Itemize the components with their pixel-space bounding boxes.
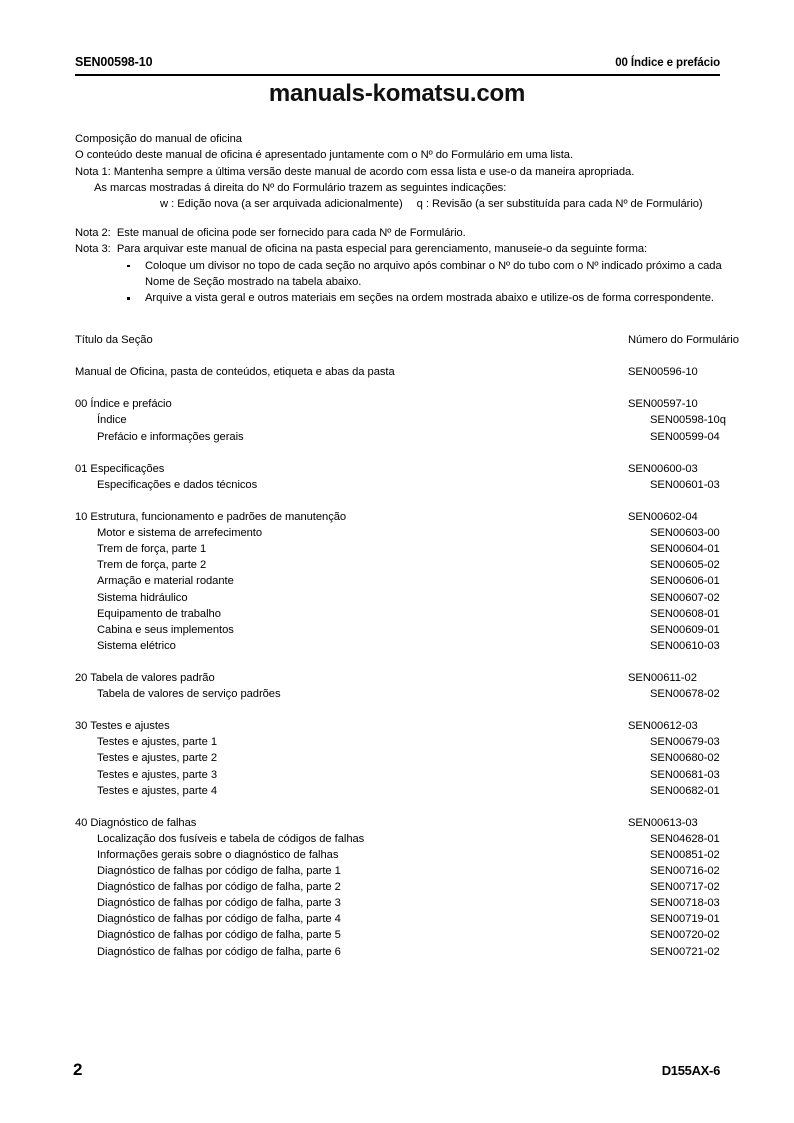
column-header-form-number: Número do Formulário xyxy=(628,334,739,346)
table-body xyxy=(75,348,726,960)
table-row-spacer xyxy=(75,348,720,364)
form-number: SEN00607-02 xyxy=(650,591,720,604)
form-number: SEN00716-02 xyxy=(650,865,720,878)
header-divider xyxy=(75,74,720,76)
section-title: 20 Tabela de valores padrão xyxy=(75,671,215,684)
form-number: SEN00609-01 xyxy=(650,623,720,636)
section-title: Testes e ajustes, parte 4 xyxy=(97,784,218,797)
note-1-line: Nota 1: Mantenha sempre a última versão deste manual de acordo com essa lista e use-o da maneira apropriada. xyxy=(75,165,635,178)
note-3-row xyxy=(75,241,723,257)
table-row xyxy=(75,927,720,943)
table-header-row xyxy=(75,332,739,348)
note-3-label: Nota 3: xyxy=(75,243,111,256)
table-row xyxy=(75,461,720,477)
section-title: 30 Testes e ajustes xyxy=(75,720,170,733)
note-2-row xyxy=(75,225,723,241)
bullet-text: Coloque um divisor no topo de cada seção no arquivo após combinar o Nº do tubo com o Nº indicado próximo a cada Nome de Seção mostrado na tabela abaixo. xyxy=(145,259,722,288)
table-row xyxy=(75,541,720,557)
form-number: SEN00610-03 xyxy=(650,639,720,652)
form-number: SEN00601-03 xyxy=(650,478,720,491)
note-2-text: Este manual de oficina pode ser fornecido para cada Nº de Formulário. xyxy=(116,227,466,239)
form-number: SEN00603-00 xyxy=(650,527,720,540)
table-row xyxy=(75,396,720,412)
table-row xyxy=(75,509,720,525)
form-number: SEN00598-10q xyxy=(650,414,726,427)
watermark-text: manuals-komatsu.com xyxy=(268,80,526,107)
table-row-spacer xyxy=(75,702,720,718)
table-row xyxy=(75,911,720,927)
table-row xyxy=(75,750,720,766)
table-row xyxy=(75,412,726,428)
section-title: Testes e ajustes, parte 3 xyxy=(97,768,218,781)
page-header xyxy=(75,55,720,69)
section-table xyxy=(75,332,739,960)
section-title: Sistema elétrico xyxy=(97,639,176,652)
note-3-text: Para arquivar este manual de oficina na pasta especial para gerenciamento, manuseie-o da seguinte forma: xyxy=(116,243,648,256)
table-row xyxy=(75,767,720,783)
intro-block xyxy=(75,131,723,212)
table-row xyxy=(75,879,720,895)
form-number: SEN00717-02 xyxy=(650,881,720,894)
table-row xyxy=(75,606,720,622)
table-row xyxy=(75,557,720,573)
section-title: Trem de força, parte 1 xyxy=(97,543,207,556)
form-number: SEN00679-03 xyxy=(650,736,720,749)
section-title: 01 Especificações xyxy=(75,462,165,475)
form-number: SEN00608-01 xyxy=(650,607,720,620)
table-row xyxy=(75,847,720,863)
section-title: Armação e material rodante xyxy=(97,575,234,588)
table-row xyxy=(75,622,720,638)
section-title: Testes e ajustes, parte 1 xyxy=(97,736,218,749)
header-section-title: 00 Índice e prefácio xyxy=(615,57,720,69)
mark-revision-label: q : Revisão (a ser substituída para cada Nº de Formulário) xyxy=(416,198,703,211)
table-row xyxy=(75,734,720,750)
form-number: SEN00678-02 xyxy=(650,688,720,701)
section-title: Diagnóstico de falhas por código de falha, parte 3 xyxy=(97,897,341,910)
page-footer xyxy=(73,1060,720,1080)
form-number: SEN00611-02 xyxy=(628,671,697,684)
section-title: Testes e ajustes, parte 2 xyxy=(97,752,218,765)
table-row xyxy=(75,718,720,734)
section-title: Diagnóstico de falhas por código de falha, parte 4 xyxy=(97,913,341,926)
section-title: Manual de Oficina, pasta de conteúdos, etiqueta e abas da pasta xyxy=(75,366,395,379)
section-title: Equipamento de trabalho xyxy=(97,607,221,620)
table-row xyxy=(75,944,720,960)
form-number: SEN00682-01 xyxy=(650,784,720,797)
form-number: SEN00605-02 xyxy=(650,559,720,572)
table-row xyxy=(75,573,720,589)
section-title: Tabela de valores de serviço padrões xyxy=(97,688,281,701)
table-row xyxy=(75,364,720,380)
intro-line-contents: O conteúdo deste manual de oficina é apresentado juntamente com o Nº do Formulário em uma lista. xyxy=(75,149,574,162)
list-item xyxy=(75,258,723,291)
bullet-icon xyxy=(127,265,130,268)
note-2-label: Nota 2: xyxy=(75,227,111,239)
form-number: SEN00597-10 xyxy=(628,398,698,411)
table-row xyxy=(75,863,720,879)
form-number: SEN00599-04 xyxy=(650,430,720,443)
section-title: Trem de força, parte 2 xyxy=(97,559,207,572)
table-row-spacer xyxy=(75,445,720,461)
section-title: 00 Índice e prefácio xyxy=(75,398,172,411)
form-number: SEN00604-01 xyxy=(650,543,720,556)
form-number: SEN00602-04 xyxy=(628,511,698,524)
machine-model-label: D155AX-6 xyxy=(661,1063,720,1078)
table-row xyxy=(75,429,720,445)
list-item xyxy=(75,290,723,306)
page-number: 2 xyxy=(73,1060,83,1079)
table-row xyxy=(75,525,720,541)
table-row-spacer xyxy=(75,799,720,815)
intro-heading: Composição do manual de oficina xyxy=(75,133,242,145)
section-title: 10 Estrutura, funcionamento e padrões de manutenção xyxy=(75,511,347,524)
section-title: Diagnóstico de falhas por código de falha, parte 2 xyxy=(97,881,341,894)
form-number: SEN00718-03 xyxy=(650,897,720,910)
table-row xyxy=(75,590,720,606)
table-row xyxy=(75,895,720,911)
form-number: SEN00721-02 xyxy=(650,945,720,958)
form-number: SEN00851-02 xyxy=(650,849,720,861)
table-row xyxy=(75,477,720,493)
form-number: SEN00719-01 xyxy=(650,913,720,926)
section-title: Diagnóstico de falhas por código de falha, parte 6 xyxy=(97,945,341,958)
table-row xyxy=(75,783,720,799)
section-title: Especificações e dados técnicos xyxy=(97,478,258,491)
form-number: SEN00600-03 xyxy=(628,462,698,475)
form-number: SEN00613-03 xyxy=(628,816,698,829)
table-row-spacer xyxy=(75,493,720,509)
notes-block xyxy=(75,225,723,306)
section-title: Localização dos fusíveis e tabela de códigos de falhas xyxy=(97,832,365,845)
section-title: Diagnóstico de falhas por código de falha, parte 1 xyxy=(97,865,341,878)
form-number: SEN04628-01 xyxy=(650,832,720,845)
bullet-icon xyxy=(127,297,130,300)
intro-mark-definitions xyxy=(75,196,723,212)
form-number: SEN00681-03 xyxy=(650,768,720,781)
form-number: SEN00612-03 xyxy=(628,720,698,733)
column-header-section-title: Título da Seção xyxy=(75,334,153,346)
section-title: Índice xyxy=(97,414,127,427)
section-title: Sistema hidráulico xyxy=(97,591,188,604)
section-title: Motor e sistema de arrefecimento xyxy=(97,527,263,540)
section-title: 40 Diagnóstico de falhas xyxy=(75,816,197,829)
table-row xyxy=(75,815,720,831)
section-title: Informações gerais sobre o diagnóstico de falhas xyxy=(97,849,339,861)
section-title: Diagnóstico de falhas por código de falha, parte 5 xyxy=(97,929,341,942)
bullet-text: Arquive a vista geral e outros materiais em seções na ordem mostrada abaixo e utilize-os de forma correspondente. xyxy=(145,292,714,305)
table-row xyxy=(75,670,720,686)
form-number: SEN00606-01 xyxy=(650,575,720,588)
form-number: SEN00596-10 xyxy=(628,366,698,379)
intro-marks-line: As marcas mostradas á direita do Nº do Formulário trazem as seguintes indicações: xyxy=(94,181,507,194)
section-title: Cabina e seus implementos xyxy=(97,623,234,636)
header-document-code: SEN00598-10 xyxy=(75,55,153,69)
table-row-spacer xyxy=(75,380,720,396)
table-row xyxy=(75,638,720,654)
table-row-spacer xyxy=(75,654,720,670)
note-3-bullet-list xyxy=(75,258,723,307)
section-title: Prefácio e informações gerais xyxy=(97,430,244,443)
form-number: SEN00680-02 xyxy=(650,752,720,765)
table-row xyxy=(75,686,720,702)
table-row xyxy=(75,831,720,847)
form-number: SEN00720-02 xyxy=(650,929,720,942)
mark-new-label: w : Edição nova (a ser arquivada adicionalmente) xyxy=(160,198,403,211)
